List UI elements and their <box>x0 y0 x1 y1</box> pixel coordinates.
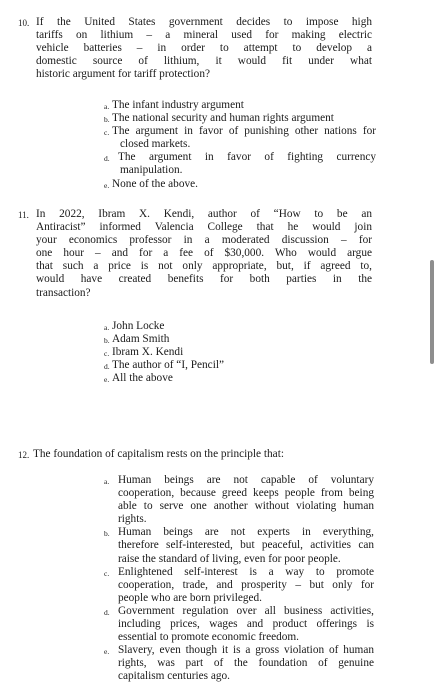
choice-letter: b. <box>104 336 110 346</box>
choice-line: rights. <box>118 513 147 526</box>
choice-letter: d. <box>104 362 110 372</box>
choice-a <box>104 99 376 112</box>
choice-c <box>104 346 344 359</box>
choice-e <box>104 644 374 683</box>
question-line: vehicle batteries – in order to attempt to develop a <box>36 42 372 55</box>
choice-line: Ibram X. Kendi <box>112 346 184 359</box>
choice-line: Government regulation over all business activities, <box>118 604 374 617</box>
choice-d <box>104 605 374 644</box>
choice-c <box>104 566 374 605</box>
answer-choices <box>104 474 374 684</box>
choice-e <box>104 372 344 385</box>
choice-line: The national security and human rights argument <box>112 112 334 125</box>
choice-line: including prices, wages and product offerings is <box>118 618 374 631</box>
choice-letter: d. <box>104 154 110 164</box>
choice-b <box>104 112 376 125</box>
question-text <box>36 16 372 81</box>
choice-line: Human beings are not capable of voluntary <box>118 474 374 486</box>
choice-line: Adam Smith <box>112 333 170 346</box>
choice-c <box>104 125 376 151</box>
choice-line: The author of “I, Pencil” <box>112 359 224 372</box>
choice-line: people who are born privileged. <box>118 591 262 604</box>
question-line: domestic source of lithium, it would fit under what <box>36 55 372 68</box>
choice-letter: e. <box>104 375 110 385</box>
choice-d <box>104 359 344 372</box>
choice-letter: d. <box>104 607 110 617</box>
question-line: transaction? <box>36 286 91 299</box>
choice-a <box>104 320 344 333</box>
choice-line: cooperation, trade, and prosperity – but only for <box>118 578 374 591</box>
question-line: If the United States government decides to impose high <box>36 16 372 28</box>
question-text <box>33 448 373 461</box>
choice-line: Enlightened self-interest is a way to promote <box>118 565 374 578</box>
choice-b <box>104 333 344 346</box>
choice-line: All the above <box>112 372 173 385</box>
question-number: 10. <box>18 18 30 28</box>
question-line: tariffs on lithium – a mineral used for making electric <box>36 29 372 42</box>
choice-line: cooperation, because greed keeps people from being <box>118 487 374 500</box>
question-line: one hour – and for a fee of $30,000. Who would argue <box>36 247 372 260</box>
choice-line: closed markets. <box>120 138 191 151</box>
vertical-scrollbar-thumb[interactable] <box>430 260 434 364</box>
choice-line: Slavery, even though it is a gross violation of human <box>118 644 374 657</box>
choice-e <box>104 178 376 191</box>
choice-line: essential to promote economic freedom. <box>118 631 300 644</box>
choice-line: John Locke <box>112 320 165 332</box>
choice-letter: c. <box>104 568 110 578</box>
choice-line: rights, was part of the foundation of genuine <box>118 657 374 670</box>
choice-line: The infant industry argument <box>112 99 244 111</box>
choice-line: None of the above. <box>112 177 198 190</box>
choice-line: therefore self-interested, but peaceful, activities can <box>118 539 374 552</box>
choice-line: raise the standard of living, even for poor people. <box>118 552 341 565</box>
question-number: 12. <box>18 450 30 460</box>
question-line: In 2022, Ibram X. Kendi, author of “How to be an <box>36 208 372 220</box>
question-line: Antiracist” informed Valencia College that he would join <box>36 221 372 234</box>
choice-a <box>104 474 374 526</box>
question-line: would have created benefits for both parties in the <box>36 273 372 286</box>
question-line: The foundation of capitalism rests on the principle that: <box>33 448 284 460</box>
choice-line: capitalism centuries ago. <box>118 670 230 683</box>
choice-line: Human beings are not experts in everything, <box>118 526 374 539</box>
answer-choices <box>104 320 344 385</box>
choice-letter: c. <box>104 349 110 359</box>
question-line: your economics professor in a moderated discussion – for <box>36 234 372 247</box>
question-number: 11. <box>18 210 29 220</box>
choice-letter: a. <box>104 323 110 332</box>
choice-letter: a. <box>104 477 110 486</box>
choice-line: able to serve one another without violating human <box>118 500 374 513</box>
question-text <box>36 208 372 300</box>
question-line: that such a price is not only appropriate, but, if agreed to, <box>36 260 372 273</box>
answer-choices <box>104 99 376 191</box>
choice-line: The argument in favor of fighting currency <box>118 151 376 164</box>
question-line: historic argument for tariff protection? <box>36 68 210 81</box>
choice-d <box>104 151 376 177</box>
choice-b <box>104 526 374 565</box>
choice-line: manipulation. <box>120 164 183 177</box>
choice-letter: b. <box>104 529 110 539</box>
choice-letter: b. <box>104 115 110 125</box>
choice-letter: e. <box>104 647 110 657</box>
choice-letter: c. <box>104 128 110 138</box>
choice-letter: a. <box>104 102 110 111</box>
choice-line: The argument in favor of punishing other nations for <box>112 125 376 138</box>
choice-letter: e. <box>104 180 110 190</box>
